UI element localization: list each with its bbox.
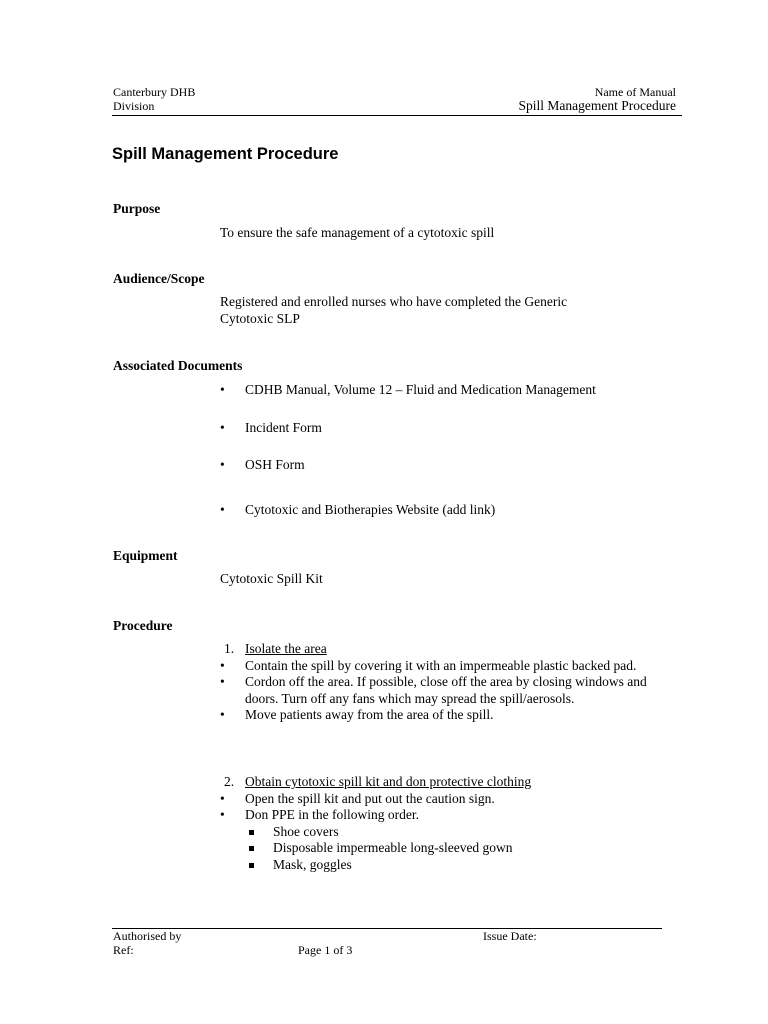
step-heading: [220, 774, 660, 791]
step-number: 2.: [224, 774, 235, 789]
step-bullets: [220, 658, 660, 724]
footer-divider: [112, 928, 662, 929]
list-item-text: Cordon off the area. If possible, close off the area by closing windows and doors. Turn off any fans which may spread the spill/aerosols.: [245, 674, 647, 706]
list-item-text: OSH Form: [245, 457, 305, 472]
header-org: Canterbury DHB: [113, 85, 196, 99]
list-item: [249, 857, 660, 874]
associated-documents-heading: Associated Documents: [113, 358, 243, 373]
purpose-text: To ensure the safe management of a cytotoxic spill: [220, 225, 495, 240]
bullet-icon: •: [220, 807, 225, 822]
list-item-text: Don PPE in the following order.: [245, 807, 419, 822]
bullet-icon: •: [220, 674, 225, 689]
footer-issue-date: Issue Date:: [483, 929, 537, 943]
bullet-icon: •: [220, 790, 225, 806]
list-item: [220, 791, 660, 808]
list-item-text: Shoe covers: [273, 823, 339, 839]
bullet-icon: •: [220, 707, 225, 722]
bullet-icon: •: [220, 457, 225, 472]
footer-ref: Ref:: [113, 943, 134, 957]
equipment-text: Cytotoxic Spill Kit: [220, 571, 323, 586]
square-bullet-icon: [249, 846, 254, 851]
audience-heading: Audience/Scope: [113, 271, 205, 286]
procedure-heading: Procedure: [113, 618, 173, 633]
list-item-text: Mask, goggles: [273, 856, 352, 872]
list-item: [220, 807, 660, 824]
list-item: [220, 707, 660, 724]
list-item-text: Incident Form: [245, 419, 322, 435]
list-item: [220, 420, 670, 437]
list-item: [220, 658, 660, 675]
header-division: Division: [113, 99, 155, 113]
step-sub-bullets: [220, 824, 660, 874]
list-item-text: Open the spill kit and put out the caution sign.: [245, 790, 495, 806]
list-item-text: Contain the spill by covering it with an impermeable plastic backed pad.: [245, 657, 637, 673]
footer-page-number: Page 1 of 3: [298, 943, 353, 957]
header-left: [113, 85, 195, 113]
procedure-step-2: [220, 774, 660, 873]
bullet-icon: •: [220, 382, 225, 397]
list-item-text: Disposable impermeable long-sleeved gown: [273, 840, 513, 855]
square-bullet-icon: [249, 830, 254, 835]
list-item: [249, 824, 660, 841]
list-item: [220, 382, 670, 399]
list-item: [220, 457, 670, 474]
equipment-heading: Equipment: [113, 548, 178, 563]
associated-documents-list: [220, 382, 670, 539]
step-title: Obtain cytotoxic spill kit and don protective clothing: [245, 774, 532, 789]
header-manual-label: Name of Manual: [594, 85, 676, 99]
list-item-text: Cytotoxic and Biotherapies Website (add link): [245, 501, 496, 517]
bullet-icon: •: [220, 657, 225, 673]
procedure-step-1: [220, 641, 660, 724]
list-item: [249, 840, 660, 857]
purpose-heading: Purpose: [113, 201, 161, 216]
step-title: Isolate the area: [245, 641, 327, 656]
header-divider: [112, 115, 682, 116]
step-bullets: [220, 791, 660, 824]
list-item-text: CDHB Manual, Volume 12 – Fluid and Medication Management: [245, 382, 596, 397]
audience-text: Registered and enrolled nurses who have completed the Generic Cytotoxic SLP: [220, 294, 568, 326]
square-bullet-icon: [249, 863, 254, 868]
list-item-text: Move patients away from the area of the spill.: [245, 707, 494, 722]
bullet-icon: •: [220, 419, 225, 435]
header-manual-title: Spill Management Procedure: [518, 98, 676, 113]
header-right: [519, 85, 676, 113]
step-number: 1.: [224, 641, 235, 656]
step-heading: [220, 641, 660, 658]
list-item: [220, 502, 670, 519]
list-item: [220, 674, 660, 707]
document-title: Spill Management Procedure: [112, 145, 339, 163]
bullet-icon: •: [220, 501, 225, 517]
footer-authorised-by: Authorised by: [113, 929, 182, 943]
